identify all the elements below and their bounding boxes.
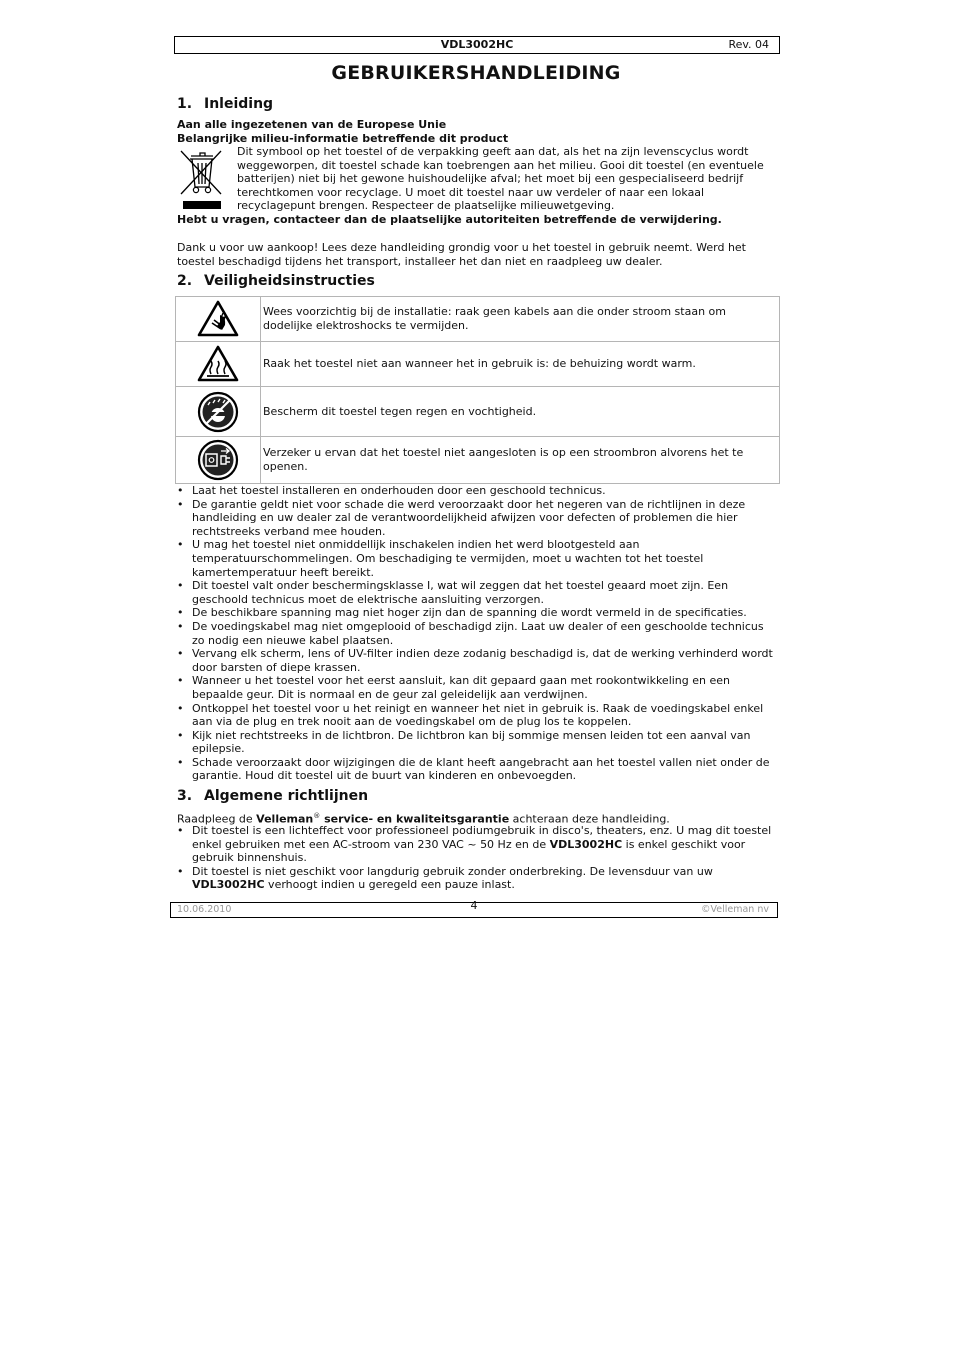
section-2-number: 2. (177, 273, 193, 289)
intro-text: Raadpleeg de (177, 812, 257, 826)
section-2-title: Veiligheidsinstructies (204, 273, 375, 289)
list-item: • Kijk niet rechtstreeks in de lichtbron. De lichtbron kan bij sommige mensen leiden tot een aanval van epilepsie. (177, 729, 779, 756)
footer-date: 10.06.2010 (177, 904, 232, 915)
document-title: GEBRUIKERSHANDLEIDING (331, 62, 621, 84)
protect-from-water-icon (197, 391, 239, 433)
list-item: • Vervang elk scherm, lens of UV-filter indien deze zodanig beschadigd is, dat de werking verhinderd wordt door barsten of diepe krassen. (177, 647, 779, 674)
bullet-text: verhoogt indien u geregeld een pauze inlast. (264, 878, 515, 892)
intro-tail: achteraan deze handleiding. (509, 812, 670, 826)
env-info-line: Belangrijke milieu-informatie betreffende dit product (177, 132, 509, 145)
safety-icon-cell (176, 342, 261, 387)
list-item: • Ontkoppel het toestel voor u het reinigt en wanneer het niet in gebruik is. Raak de voedingskabel enkel aan via de plug en trek nooit aan de voedingskabel om de plug los te koppelen. (177, 702, 779, 729)
list-item: • De beschikbare spanning mag niet hoger zijn dan de spanning die wordt vermeld in de specificaties. (177, 606, 779, 620)
env-info-text: Dit symbool op het toestel of de verpakking geeft aan dat, als het na zijn levenscyclus wordt weggeworpen, dit toestel schade kan toebrengen aan het milieu. Gooi dit toestel (en eventuele batterijen) niet bij het gewone huishoudelijke afval; het moet bij een gespecialiseerd bedrijf terechtkomen voor recyclage. U moet dit toestel naar uw verdeler of naar een lokaal recyclagepunt brengen. Respecteer de plaatselijke milieuwetgeving. (237, 145, 764, 213)
list-item (177, 865, 779, 892)
safety-icon-cell (176, 437, 261, 484)
list-item (177, 824, 779, 865)
list-item: • Schade veroorzaakt door wijzigingen die de klant heeft aangebracht aan het toestel vallen niet onder de garantie. Houd dit toestel uit de buurt van kinderen en onbevoegden. (177, 756, 779, 783)
safety-row-text: Wees voorzichtig bij de installatie: raak geen kabels aan die onder stroom staan om dodelijke elektroshocks te vermijden. (261, 297, 780, 342)
unplug-before-opening-icon (197, 439, 239, 481)
model-name: VDL3002HC (549, 837, 623, 851)
header-model: VDL3002HC (440, 38, 514, 51)
safety-row (176, 387, 780, 437)
bullet-text: is enkel geschikt voor gebruik binnenshuis. (192, 837, 746, 865)
thanks-paragraph: Dank u voor uw aankoop! Lees deze handleiding grondig voor u het toestel in gebruik neemt. Werd het toestel beschadigd tijdens het transport, installeer het dan niet en raadpleeg uw dealer. (177, 241, 746, 268)
page-footer (170, 899, 778, 918)
safety-icon-cell (176, 387, 261, 437)
guidelines-bullet-list (177, 824, 779, 892)
list-item: • Laat het toestel installeren en onderhouden door een geschoold technicus. (177, 484, 779, 498)
eu-residents-line: Aan alle ingezetenen van de Europese Unie (177, 118, 447, 131)
bullet-text: Dit toestel is niet geschikt voor langdurig gebruik zonder onderbreking. De levensduur van uw (192, 864, 713, 878)
safety-table (175, 296, 780, 484)
section-1-title: Inleiding (204, 96, 274, 112)
page-header (174, 36, 780, 54)
safety-row-text: Bescherm dit toestel tegen regen en vochtigheid. (261, 387, 780, 437)
safety-row-text: Raak het toestel niet aan wanneer het in gebruik is: de behuizing wordt warm. (261, 342, 780, 387)
registered-mark: ® (313, 812, 321, 820)
guarantee-name: service- en kwaliteitsgarantie (320, 812, 510, 826)
electric-shock-warning-icon (196, 299, 240, 339)
safety-bullet-list (177, 484, 779, 783)
brand-name: Velleman (256, 812, 314, 826)
hot-surface-warning-icon (196, 344, 240, 384)
list-item: • U mag het toestel niet onmiddellijk inschakelen indien het werd blootgesteld aan temperatuurschommelingen. Om beschadiging te vermijden, moet u wachten tot het toestel kamertemperatuur heeft bereikt. (177, 538, 779, 579)
section-3-title: Algemene richtlijnen (204, 788, 369, 804)
header-revision: Rev. 04 (728, 38, 769, 51)
model-name: VDL3002HC (192, 878, 265, 892)
list-item: • Dit toestel valt onder beschermingsklasse I, wat wil zeggen dat het toestel geaard moet zijn. Een geschoold technicus moet de elektrische aansluiting verzorgen. (177, 579, 779, 606)
safety-row-text: Verzeker u ervan dat het toestel niet aangesloten is op een stroombron alvorens het te openen. (261, 437, 780, 484)
section-3-heading (177, 788, 368, 804)
safety-icon-cell (176, 297, 261, 342)
safety-row (176, 437, 780, 484)
section-2-heading (177, 273, 375, 289)
list-item: • Wanneer u het toestel voor het eerst aansluit, kan dit gepaard gaan met rookontwikkeling en een bepaalde geur. Dit is normaal en de geur zal geleidelijk aan verdwijnen. (177, 674, 779, 701)
section-1-number: 1. (177, 96, 193, 112)
weee-bin-icon (179, 148, 225, 210)
section-1-heading (177, 96, 273, 112)
section-3-number: 3. (177, 788, 193, 804)
list-item: • De voedingskabel mag niet omgeplooid of beschadigd zijn. Laat uw dealer of een geschoolde technicus zo nodig een nieuwe kabel plaatsen. (177, 620, 779, 647)
safety-row (176, 342, 780, 387)
page-number: 4 (470, 899, 478, 912)
footer-copyright: ©Velleman nv (701, 904, 769, 915)
bullet-text: Dit toestel is een lichteffect voor professioneel podiumgebruik in disco's, theaters, enz. U mag dit toestel enkel gebruiken met een AC-stroom van 230 VAC ~ 50 Hz en de (192, 824, 772, 851)
safety-row (176, 297, 780, 342)
contact-authorities-line: Hebt u vragen, contacteer dan de plaatselijke autoriteiten betreffende de verwijdering. (177, 213, 722, 226)
list-item: • De garantie geldt niet voor schade die werd veroorzaakt door het negeren van de richtlijnen in deze handleiding en uw dealer zal de verantwoordelijkheid afwijzen voor defecten of problemen die hier rechtstreeks verband mee houden. (177, 498, 779, 539)
